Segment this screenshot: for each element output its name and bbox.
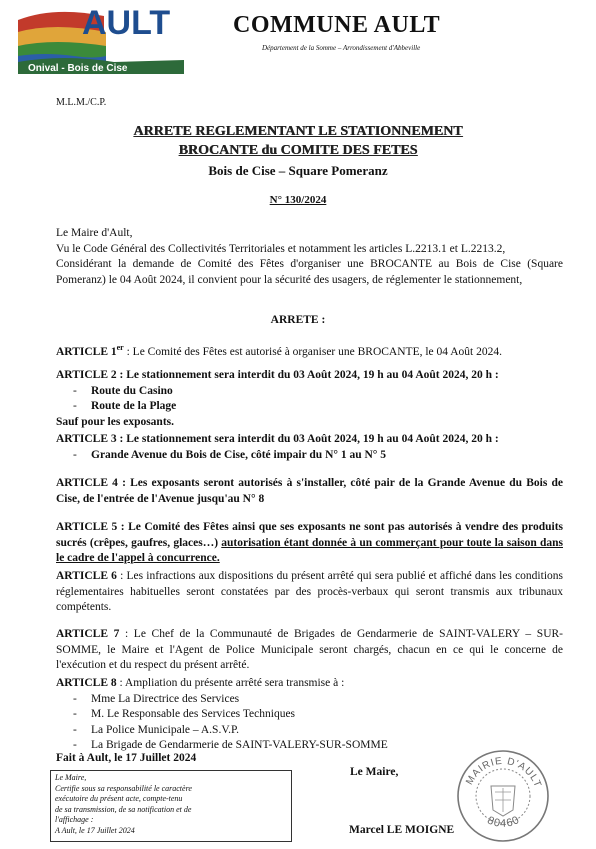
preamble-maire: Le Maire d'Ault, <box>56 227 133 239</box>
fait-a: Fait à Ault, le 17 Juillet 2024 <box>56 752 197 764</box>
article-7-label: ARTICLE 7 <box>56 628 120 640</box>
article-7 <box>56 627 563 674</box>
certification-box <box>50 770 292 842</box>
svg-text:80460 <box>485 814 522 830</box>
article-2-text: ARTICLE 2 : Le stationnement sera interdit du 03 Août 2024, 19 h au 04 Août 2024, 20 h : <box>56 369 499 381</box>
article-8-label: ARTICLE 8 <box>56 677 117 689</box>
department-line: Département de la Somme – Arrondissement d'Abbeville <box>262 44 421 52</box>
arrete-heading: ARRETE : <box>270 314 326 326</box>
recipient-item: - M. Le Responsable des Services Techniques <box>56 707 563 723</box>
stamp-bottom-text: 80460 <box>485 813 523 830</box>
certify-line: de sa transmission, de sa notification et de <box>55 804 192 814</box>
article-2 <box>56 368 563 430</box>
article-6-label: ARTICLE 6 <box>56 570 117 582</box>
article-1-label: ARTICLE 1 <box>56 345 117 358</box>
article-2-item: Route de la Plage <box>91 400 177 412</box>
article-5-underlined: autorisation étant donnée à un commerçant pour toute la saison dans le cadre de l'appel à concurrence. <box>56 536 563 564</box>
article-1-sup: er <box>116 343 124 352</box>
title-line-3: Bois de Cise – Square Pomeranz <box>208 163 388 178</box>
article-1-text: : Le Comité des Fêtes est autorisé à organiser une BROCANTE, le 04 Août 2024. <box>123 345 503 358</box>
recipient-item: - La Police Municipale – A.S.V.P. <box>56 723 563 739</box>
preamble <box>56 226 563 288</box>
article-8-text: : Ampliation du présente arrêté sera transmise à : <box>116 677 345 689</box>
decree-number: N° 130/2024 <box>269 194 327 206</box>
commune-title: COMMUNE AULT <box>233 12 441 38</box>
article-4 <box>56 476 563 507</box>
stamp-top-text: MAIRIE D'AULT <box>464 755 544 790</box>
mairie-stamp <box>455 748 551 844</box>
certify-line: exécutoire du présent acte, compte-tenu <box>55 794 183 804</box>
recipient-item: - Mme La Directrice des Services <box>56 692 563 708</box>
title-line-1: ARRETE REGLEMENTANT LE STATIONNEMENT <box>133 124 463 139</box>
certify-line: Le Maire, <box>55 773 87 782</box>
article-5-text: ARTICLE 5 : Le Comité des Fêtes ainsi que ses exposants ne sont pas autorisés à vendre des produits sucrés (crêpes, gaufres, glaces…) <box>56 521 563 549</box>
preamble-vu: Vu le Code Général des Collectivités Territoriales et notamment les articles L.2213.1 et L.2213.2, <box>56 242 506 255</box>
article-4-text: ARTICLE 4 : Les exposants seront autorisés à s'installer, côté pair de la Grande Avenue du Bois de Cise, de l'entrée de l'Avenue jusqu'au N° 8 <box>56 477 563 505</box>
recipient-item: - La Brigade de Gendarmerie de SAINT-VALERY-SUR-SOMME <box>56 738 563 754</box>
article-7-text: : Le Chef de la Communauté de Brigades de Gendarmerie de SAINT-VALERY – SUR-SOMME, le Maire et l'Agent de Police Municipale seront chargés, chacun en ce qui le concerne de l'exécution et du respect du présent arrêté. <box>56 628 564 671</box>
article-3 <box>56 432 563 463</box>
article-3-text: ARTICLE 3 : Le stationnement sera interdit du 03 Août 2024, 19 h au 04 Août 2024, 20 h : <box>56 433 499 445</box>
preamble-considerant: Considérant la demande de Comité des Fêtes d'organiser une BROCANTE au Bois de Cise (Square Pomeranz) le 04 Août 2024, il convient pour la sécurité des usagers, de réglementer le stationnement, <box>56 258 563 286</box>
commune-logo <box>14 2 186 76</box>
logo-text: AULT <box>82 4 171 42</box>
title-line-2: BROCANTE du COMITE DES FETES <box>178 143 418 158</box>
article-8 <box>56 676 563 754</box>
logo-subtitle: Onival - Bois de Cise <box>28 63 128 74</box>
certify-line: A Ault, le 17 Juillet 2024 <box>55 825 135 835</box>
certify-line: Certifie sous sa responsabilité le caractère <box>55 783 192 793</box>
article-3-item: Grande Avenue du Bois de Cise, côté impair du N° 1 au N° 5 <box>91 448 387 461</box>
article-6-text: : Les infractions aux dispositions du présent arrêté qui sera publié et affiché dans les conditions réglementaires habituelles seront constatées par des procès-verbaux qui seront transmis aux tribunaux compétents. <box>56 570 563 613</box>
certify-line: l'affichage : <box>55 815 94 825</box>
signature-role: Le Maire, <box>350 766 399 778</box>
article-6 <box>56 569 563 616</box>
article-2-tail: Sauf pour les exposants. <box>56 415 175 428</box>
reference: M.L.M./C.P. <box>56 97 107 108</box>
signature-name: Marcel LE MOIGNE <box>349 824 455 836</box>
article-5 <box>56 520 563 567</box>
article-2-item: Route du Casino <box>91 384 173 397</box>
article-1 <box>56 340 563 360</box>
